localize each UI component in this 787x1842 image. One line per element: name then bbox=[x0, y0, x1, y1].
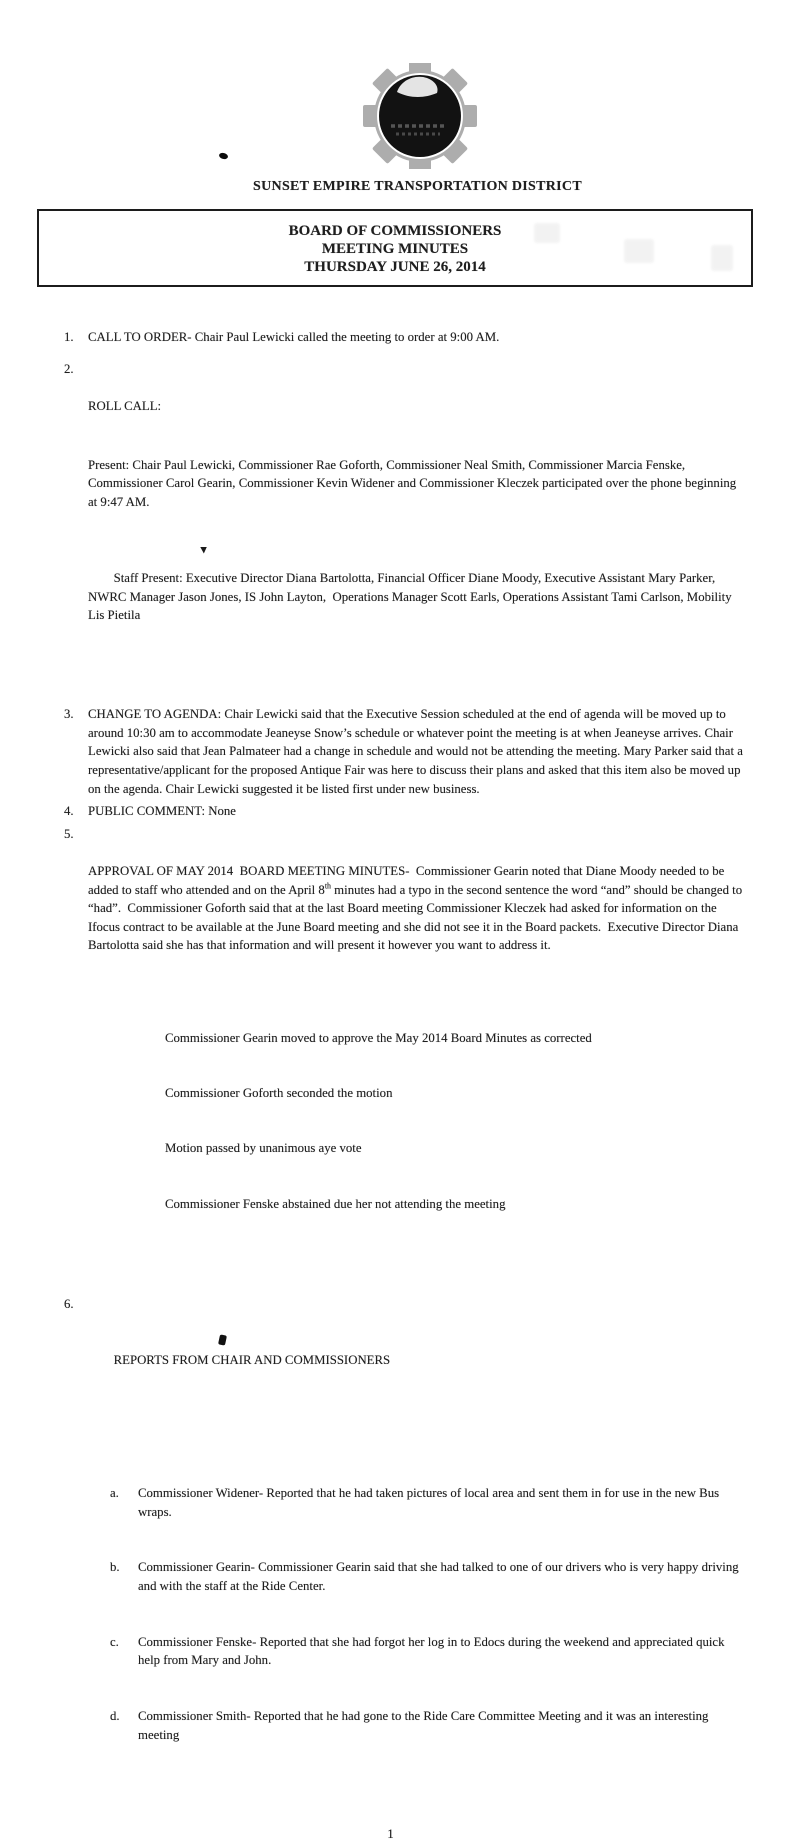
title-line-date: THURSDAY JUNE 26, 2014 bbox=[304, 259, 486, 275]
gear-sunset-icon bbox=[355, 63, 485, 169]
item-heading: ROLL CALL: bbox=[88, 398, 162, 413]
item-text: CHANGE TO AGENDA: Chair Lewicki said that the Executive Session scheduled at the end of agenda will be moved up to around 10:30 am to accommodate Jeaneyse Snow’s schedule or whatever point the meeting is at when Jeaneyse arrives. Chair Lewicki also said that Jean Palmateer had a change in schedule and would not be attending the meeting. Mary Parker said that a representative/applicant for the proposed Antique Fair was here to discuss their plans and asked that this item also be moved up on the agenda. Chair Lewicki suggested it be listed first under new business. bbox=[88, 707, 747, 796]
item-number: 6. bbox=[64, 1297, 74, 1312]
approval-paragraph bbox=[88, 862, 748, 955]
ink-mark-artifact bbox=[218, 1335, 227, 1346]
meeting-title-box bbox=[37, 209, 753, 287]
motion-line: Commissioner Goforth seconded the motion bbox=[165, 1086, 393, 1101]
agenda-item-approval-of-minutes bbox=[64, 825, 748, 1287]
ordinal-superscript: th bbox=[324, 881, 331, 891]
agenda-item-call-to-order bbox=[64, 328, 748, 347]
scan-smudge bbox=[624, 239, 654, 263]
item-letter: c. bbox=[110, 1634, 119, 1649]
report-text: Commissioner Smith- Reported that he had gone to the Ride Care Committee Meeting and it was an interesting meeting bbox=[138, 1709, 712, 1742]
report-item-gearin bbox=[88, 1558, 748, 1595]
present-paragraph: Present: Chair Paul Lewicki, Commissioner Rae Goforth, Commissioner Neal Smith, Commissioner Marcia Fenske, Commissioner Carol Gearin, Commissioner Kevin Widener and Commissioner Kleczek participated over the phone beginning at 9:47 AM. bbox=[88, 457, 740, 509]
approval-text-end: minutes had a typo in the second sentence the word “and” should be changed to “had”. Commissioner Goforth said that at the last Board meeting Commissioner Kleczek had asked for information on the Ifocus contract to be available at the June Board meeting and she did not see it in the Board packets. Executive Director Diana Bartolotta said she has that information and will present it however you want to address it. bbox=[88, 882, 746, 953]
scan-smudge bbox=[534, 223, 560, 243]
item-text: PUBLIC COMMENT: None bbox=[88, 804, 236, 819]
agenda-item-public-comment bbox=[64, 802, 748, 821]
item-number: 2. bbox=[64, 361, 74, 376]
motion-lines bbox=[165, 992, 748, 1250]
reports-heading-text: REPORTS FROM CHAIR AND COMMISSIONERS bbox=[113, 1352, 391, 1367]
item-letter: b. bbox=[110, 1560, 120, 1575]
item-body bbox=[88, 825, 748, 1287]
scanned-minutes-page bbox=[0, 63, 787, 1841]
item-body bbox=[88, 1295, 748, 1819]
report-text: Commissioner Gearin- Commissioner Gearin said that she had talked to one of our drivers who is very happy driving and with the staff at the Ride Center. bbox=[138, 1560, 742, 1593]
motion-line: Motion passed by unanimous aye vote bbox=[165, 1141, 362, 1156]
item-number: 3. bbox=[64, 707, 74, 722]
minutes-content bbox=[64, 328, 748, 1819]
scan-smudge bbox=[711, 245, 733, 271]
report-text: Commissioner Widener- Reported that he had taken pictures of local area and sent them in for use in the new Bus wraps. bbox=[138, 1486, 723, 1519]
report-item-widener bbox=[88, 1484, 748, 1521]
item-number: 1. bbox=[64, 330, 74, 344]
district-logo bbox=[355, 63, 485, 174]
item-text: CALL TO ORDER- Chair Paul Lewicki called the meeting to order at 9:00 AM. bbox=[88, 330, 500, 344]
item-number: 4. bbox=[64, 804, 74, 819]
title-line-board: BOARD OF COMMISSIONERS bbox=[288, 223, 502, 239]
item-letter: d. bbox=[110, 1709, 120, 1724]
agenda-item-roll-call bbox=[64, 360, 748, 700]
agenda-item-change-to-agenda bbox=[64, 705, 748, 798]
item-letter: a. bbox=[110, 1486, 119, 1500]
ink-mark-artifact bbox=[200, 547, 207, 554]
approval-text-start: APPROVAL OF MAY 2014 BOARD MEETING MINUTES- Commissioner Gearin noted that Diane Moody needed to be added to staff who attended and on the April 8 bbox=[88, 864, 728, 897]
staff-present-paragraph bbox=[88, 551, 748, 663]
report-text: Commissioner Fenske- Reported that she had forgot her log in to Edocs during the weekend and appreciated quick help from Mary and John. bbox=[138, 1634, 728, 1668]
motion-line: Commissioner Gearin moved to approve the May 2014 Board Minutes as corrected bbox=[165, 1031, 592, 1045]
item-body bbox=[88, 360, 748, 700]
commissioner-reports-list bbox=[88, 1447, 748, 1782]
organization-name: SUNSET EMPIRE TRANSPORTATION DISTRICT bbox=[253, 179, 582, 194]
page-number: 1 bbox=[387, 1825, 394, 1841]
staff-present-text: Staff Present: Executive Director Diana Bartolotta, Financial Officer Diane Moody, Executive Assistant Mary Parker, NWRC Manager Jason Jones, IS John Layton, Operations Manager Scott Earls, Operations Assistant Tami Carlson, Mobility Lis Pietila bbox=[88, 571, 735, 623]
ink-dot-artifact bbox=[218, 152, 228, 160]
item-heading bbox=[88, 1332, 748, 1406]
agenda-item-reports bbox=[64, 1295, 748, 1819]
motion-line: Commissioner Fenske abstained due her not attending the meeting bbox=[165, 1196, 506, 1211]
report-item-fenske bbox=[88, 1633, 748, 1670]
item-number: 5. bbox=[64, 826, 74, 841]
title-line-minutes: MEETING MINUTES bbox=[321, 241, 469, 257]
report-item-smith bbox=[88, 1707, 748, 1744]
